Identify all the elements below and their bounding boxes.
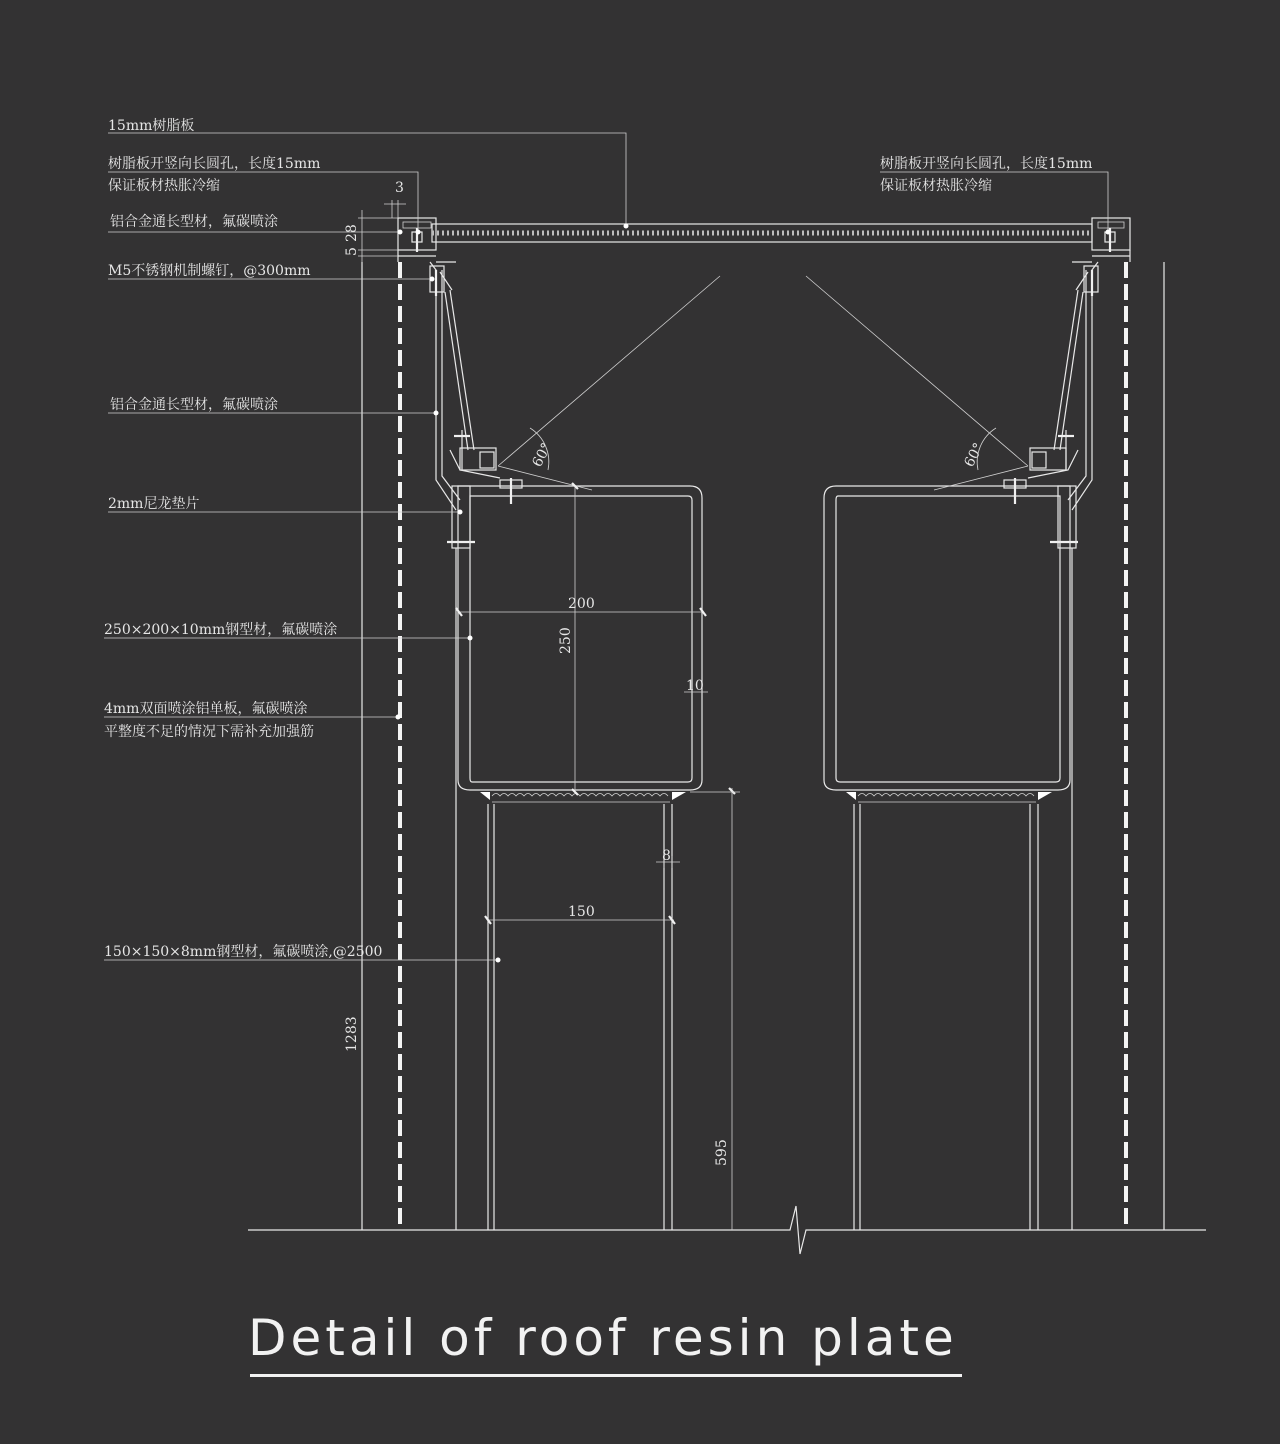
left-steel-post — [488, 804, 672, 1230]
labels-right — [880, 155, 1092, 194]
resin-plate — [432, 224, 1092, 242]
label-slot-hole-line1: 树脂板开竖向长圆孔，长度15mm — [108, 156, 321, 172]
dim-28: 28 — [344, 224, 360, 242]
label-steel-post: 150×150×8mm钢型材，氟碳喷涂,@2500 — [104, 944, 383, 960]
dim-3: 3 — [395, 180, 404, 196]
angle-left: 60° — [529, 440, 556, 470]
label-alu-profile-mid: 铝合金通长型材，氟碳喷涂 — [110, 397, 278, 413]
dim-10: 10 — [686, 678, 704, 694]
right-steel-post — [854, 804, 1038, 1230]
right-alu-bracket — [1028, 262, 1098, 548]
drawing-title: Detail of roof resin plate — [248, 1309, 958, 1367]
dim-1283: 1283 — [344, 1016, 360, 1052]
angle-right: 60° — [961, 440, 988, 470]
label-resin-plate: 15mm树脂板 — [108, 118, 195, 134]
dim-250: 250 — [558, 627, 574, 654]
label-screw: M5不锈钢机制螺钉，@300mm — [108, 263, 311, 279]
labels-left — [104, 117, 382, 960]
label-steel-tube: 250×200×10mm钢型材，氟碳喷涂 — [104, 622, 338, 638]
label-slot-hole-line2: 保证板材热胀冷缩 — [108, 178, 220, 194]
dim-5: 5 — [344, 247, 360, 256]
dim-150: 150 — [568, 904, 595, 920]
dim-200: 200 — [568, 596, 595, 612]
dimension-lines — [358, 200, 740, 1230]
ground-line — [248, 1206, 1206, 1254]
label-alu-panel-line2: 平整度不足的情况下需补充加强筋 — [104, 724, 314, 740]
label-alu-profile-top: 铝合金通长型材，氟碳喷涂 — [110, 214, 278, 230]
label-right-slot-hole-line2: 保证板材热胀冷缩 — [880, 178, 992, 194]
right-weld — [846, 792, 1052, 802]
right-top-clamp — [1092, 218, 1130, 262]
label-nylon-pad: 2mm尼龙垫片 — [108, 496, 200, 512]
title-underline — [250, 1374, 962, 1377]
label-right-slot-hole-line1: 树脂板开竖向长圆孔，长度15mm — [880, 156, 1093, 172]
angle-construction — [498, 276, 1028, 490]
dim-595: 595 — [714, 1139, 730, 1166]
left-top-clamp — [398, 218, 436, 262]
label-alu-panel-line1: 4mm双面喷涂铝单板，氟碳喷涂 — [104, 701, 308, 717]
left-weld — [480, 792, 686, 802]
leader-lines — [104, 133, 1111, 963]
dim-8: 8 — [662, 848, 671, 864]
left-alu-bracket — [430, 262, 500, 548]
dimension-texts — [344, 180, 987, 1166]
right-steel-tube — [824, 478, 1070, 790]
left-steel-tube — [458, 478, 702, 790]
